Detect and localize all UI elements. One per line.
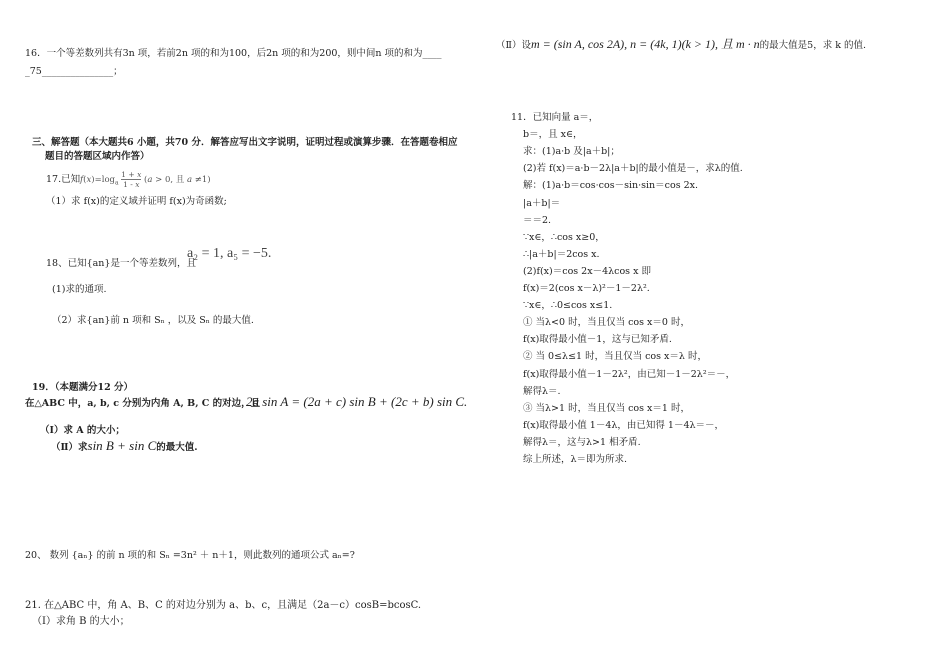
section3-heading-cont: 题目的答题区域内作答） xyxy=(45,151,150,162)
q11-line: (2)f(x)＝cos 2x－4λcos x 即 xyxy=(523,266,651,277)
q11-line: ∵x∈，∴0≤cos x≤1. xyxy=(523,300,613,311)
q11-line: 解得λ＝. xyxy=(523,386,561,397)
q11-line: 11．已知向量 a＝， xyxy=(511,112,599,123)
q18-part1: (1)求的通项. xyxy=(52,284,107,295)
part-ii xyxy=(496,38,866,52)
q17-stem: 17.已知 xyxy=(46,174,81,185)
q11-line: f(x)取得最小值 1－4λ，由已知得 1－4λ＝－， xyxy=(523,420,725,431)
q11-line: (2)若 f(x)＝a·b－2λ|a＋b|的最小值是－，求λ的值. xyxy=(523,163,743,174)
q19-part2 xyxy=(51,440,198,454)
q19-head: 19．（本题满分12 分） xyxy=(32,382,133,393)
q18-stem: 18、已知{an}是一个等差数列，且 xyxy=(46,258,196,269)
part-ii-formula: m = (sin A, cos 2A), n = (4k, 1)(k > 1), 且 m · n xyxy=(530,37,760,51)
q17-formula: $f(x)=\log_a$ $\frac{1 + x}{1 - x}$ (a > 0, 且 a ≠1) xyxy=(80,170,211,189)
q11-line: 综上所述，λ＝即为所求. xyxy=(523,454,628,465)
q21-line1: 21. 在△ABC 中，角 A、B、C 的对边分别为 a、b、c，且满足（2a－c）cosB=bcosC. xyxy=(25,600,422,611)
q18-part2: （2）求{an}前 n 项和 Sₙ ，以及 Sₙ 的最大值. xyxy=(52,315,254,326)
q11-line: 求：(1)a·b 及|a＋b|； xyxy=(523,146,620,157)
q11-line: 解：(1)a·b＝cos·cos－sin·sin＝cos 2x. xyxy=(523,180,699,191)
q21-line2: （Ⅰ）求角 B 的大小； xyxy=(32,616,130,627)
q11-line: |a＋b|＝ xyxy=(523,198,561,209)
q11-line: ＝＝2. xyxy=(523,215,552,226)
q11-line: ② 当 0≤λ≤1 时，当且仅当 cos x＝λ 时， xyxy=(523,351,707,362)
q19-formula: 2a sin A = (2a + c) sin B + (2c + b) sin C. xyxy=(246,394,468,409)
part-ii-prefix: （Ⅱ）设 xyxy=(496,40,531,51)
q11-line: ① 当λ<0 时，当且仅当 cos x＝0 时， xyxy=(523,317,690,328)
q11-line: f(x)取得最小值－1－2λ²，由已知－1－2λ²＝－， xyxy=(523,369,736,380)
q11-line: ∴|a＋b|＝2cos x. xyxy=(523,249,600,260)
section3-heading: 三、解答题（本大题共6 小题，共70 分．解答应写出文字说明，证明过程或演算步骤．在答题卷相应 xyxy=(32,137,458,148)
q11-line: f(x)＝2(cos x－λ)²－1－2λ². xyxy=(523,283,650,294)
q11-line: ③ 当λ>1 时，当且仅当 cos x＝1 时， xyxy=(523,403,690,414)
q11-line: 解得λ＝，这与λ>1 相矛盾. xyxy=(523,437,641,448)
q11-line: b＝，且 x∈， xyxy=(523,129,583,140)
q11-line: f(x)取得最小值－1，这与已知矛盾. xyxy=(523,334,672,345)
q19-part2-prefix: （Ⅱ）求 xyxy=(51,442,88,453)
q19-stem: 在△ABC 中，a, b, c 分别为内角 A, B, C 的对边，且 xyxy=(25,398,261,409)
q19-part1: （Ⅰ）求 A 的大小； xyxy=(40,425,125,436)
q11-line: ∵x∈，∴cos x≥0， xyxy=(523,232,605,243)
q16-line1: 16．一个等差数列共有3n 项，若前2n 项的和为100，后2n 项的和为200，则中间n 项的和为____ xyxy=(25,48,442,59)
q19-part2-suffix: 的最大值. xyxy=(156,442,198,453)
q18-formula: a₂ = 1, a₅ = −5. xyxy=(187,246,272,261)
part-ii-suffix: 的最大值是5，求 k 的值. xyxy=(759,40,867,51)
q20-text: 20、 数列 {aₙ} 的前 n 项的和 Sₙ =3n² ＋ n＋1，则此数列的通项公式 aₙ=? xyxy=(25,550,355,561)
q19-part2-formula: sin B + sin C xyxy=(87,438,157,453)
q16-line2: _75_______________； xyxy=(25,66,123,77)
q17-part1: （1）求 f(x)的定义域并证明 f(x)为奇函数; xyxy=(46,196,227,207)
